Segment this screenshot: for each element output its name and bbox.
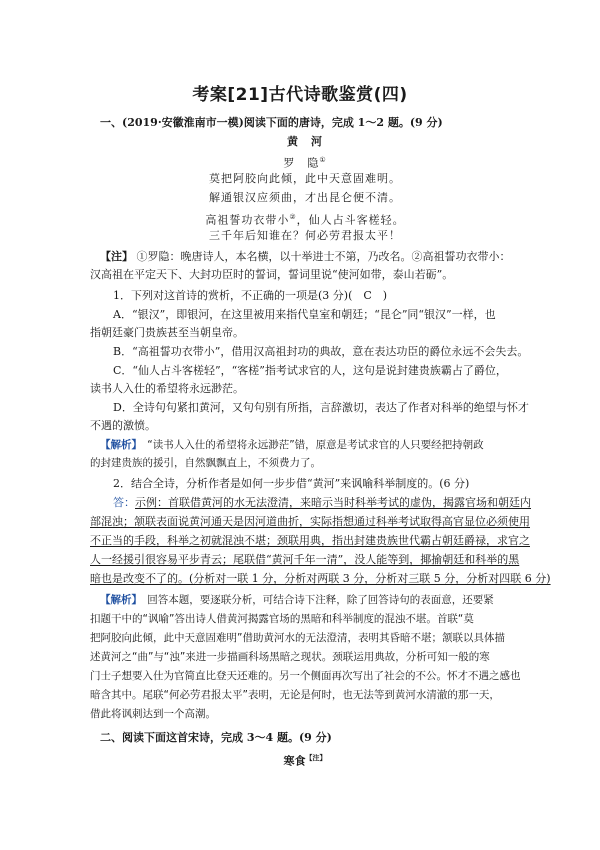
poem-line-3b: ，仙人占斗客槎轻。 (296, 213, 405, 227)
q2-analysis-line-5: 门士子想要入仕为官简直比登天还难的。另一个侧面再次写出了社会的不公。怀才不遇之感也 (90, 670, 521, 682)
q2-answer-label: 答： (113, 496, 135, 509)
note-text-1: ①罗隐：晚唐诗人，本名横，以十举进士不第，乃改名。②高祖誓功衣带小： (136, 250, 511, 263)
q1-option-b: B．“高祖誓功衣带小”，借用汉高祖封功的典故，意在表达功臣的爵位永远不会失去。 (113, 345, 529, 358)
author-note-mark: ① (319, 156, 327, 164)
q2-analysis-line-2: 扣题干中的“讽喻”答出诗人借黄河揭露官场的黑暗和科举制度的混浊不堪。首联“莫 (90, 613, 474, 625)
poem-line-1: 莫把阿胶向此倾，此中天意固难明。 (209, 172, 401, 185)
page-title: 考案[21]古代诗歌鉴赏(四) (192, 85, 408, 105)
q1-option-d-2: 不遇的激愤。 (90, 419, 156, 432)
q2-analysis-line-7: 借此将讽刺达到一个高潮。 (90, 708, 216, 720)
poem-line-3 (90, 210, 520, 228)
section2-poem-title-text: 寒食 (283, 754, 306, 768)
note-label: 【注】 (100, 250, 133, 263)
q1-option-c-1: C．“仙人占斗客槎轻”，“客槎”指考试求官的人，这句是说封建贵族霸占了爵位， (113, 364, 507, 377)
q1-stem: 1．下列对这首诗的赏析，不正确的一项是(3 分)( C ) (113, 289, 388, 302)
q1-option-a-2: 指朝廷豪门贵族甚至当朝皇帝。 (90, 326, 244, 339)
poem-note-mark: ② (289, 213, 297, 221)
q2-analysis-line-3: 把阿胶向此倾，此中天意固难明”借助黄河水的无法澄清，表明其昏暗不堪；颔联以具体描 (90, 632, 505, 644)
section2-heading: 二、阅读下面这首宋诗，完成 3～4 题。(9 分) (100, 731, 332, 744)
q2-analysis-line-1 (100, 593, 530, 607)
q2-analysis-text-1: 回答本题，要逐联分析，可结合诗下注释，除了回答诗句的表面意，还要紧 (147, 594, 494, 606)
poem-title: 黄 河 (287, 135, 323, 148)
q2-analysis-line-6: 暗含其中。尾联“何必劳君报太平”表明，无论是何时，也无法等到黄河水清澈的那一天， (90, 689, 500, 701)
note-line-2: 汉高祖在平定天下、大封功臣时的誓词，誓词里说“使河如带，泰山若砺”。 (90, 268, 454, 281)
q2-answer-line-3: 不正当的手段，科举之初就混浊不堪；颈联用典，指出封建贵族世代霸占朝廷爵禄，求官之 (90, 534, 530, 547)
note-line-1 (100, 250, 530, 264)
q2-analysis-label: 【解析】 (100, 594, 137, 606)
q1-option-d-1: D．全诗句句紧扣黄河，又句句别有所指，言辞激切，表达了作者对科举的绝望与怀才 (113, 401, 529, 414)
q1-option-c-2: 读书人入仕的希望将永远渺茫。 (90, 382, 244, 395)
section2-poem-note-mark: 【注】 (305, 753, 327, 762)
q1-analysis-line-1 (100, 438, 530, 452)
q2-answer-line-5: 暗也是改变不了的。(分析对一联 1 分，分析对两联 3 分，分析对三联 5 分，分析对四联 6 分) (90, 572, 551, 585)
q2-answer-text-1: 示例：首联借黄河的水无法澄清，来暗示当时科举考试的虚伪，揭露官场和朝廷内 (135, 496, 531, 509)
q2-answer-line-4: 人一经援引很容易平步青云；尾联借“黄河千年一清”，没人能等到，揶揄朝廷和科举的黑 (90, 553, 520, 566)
poem-author-name: 罗 隐 (283, 156, 320, 170)
poem-line-4: 三千年后知谁在？何必劳君报太平！ (209, 229, 401, 242)
q2-answer-line-2: 部混浊；颔联表面说黄河通天是因河道曲折，实际指想通过科举考试取得高官显位必须使用 (90, 515, 530, 528)
section1-heading: 一、(2019·安徽淮南市一模)阅读下面的唐诗，完成 1～2 题。(9 分) (100, 116, 443, 129)
poem-line-2: 解通银汉应须曲，才出昆仑便不清。 (209, 191, 401, 204)
q2-stem: 2．结合全诗，分析作者是如何一步步借“黄河”来讽喻科举制度的。(6 分) (113, 477, 470, 490)
poem-line-3a: 高祖誓功衣带小 (205, 213, 290, 227)
q1-option-a-1: A．“银汉”，即银河，在这里被用来指代皇室和朝廷；“昆仑”同“银汉”一样，也 (113, 308, 496, 321)
q1-analysis-text-1: “读书人入仕的希望将永远渺茫”错，原意是考试求官的人只要经把持朝政 (147, 439, 484, 451)
q1-analysis-line-2: 的封建贵族的援引，自然飘飘直上，不须费力了。 (90, 457, 321, 469)
q2-answer-line-1 (113, 496, 531, 510)
section2-poem-title (90, 751, 520, 769)
poem-author (90, 153, 520, 171)
q2-analysis-line-4: 述黄河之“曲”与“浊”来进一步描画科场黑暗之现状。颈联运用典故，分析可知一般的寒 (90, 651, 490, 663)
q1-analysis-label: 【解析】 (100, 439, 137, 451)
